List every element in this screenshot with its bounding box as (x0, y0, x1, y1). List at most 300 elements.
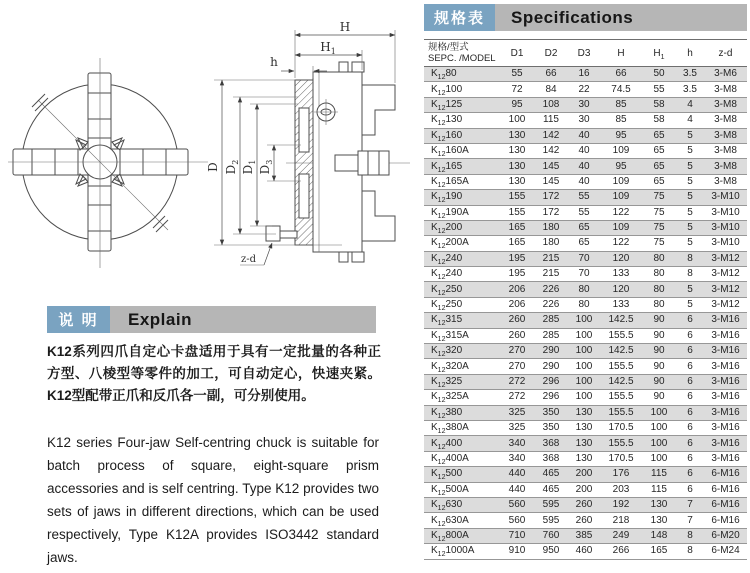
value-cell: 109 (600, 174, 642, 189)
value-cell: 65 (642, 159, 676, 174)
value-cell: 58 (642, 97, 676, 112)
value-cell: 270 (500, 359, 534, 374)
model-cell: $K_{12}500A$ (424, 482, 500, 497)
value-cell: 58 (642, 113, 676, 128)
value-cell: 325 (500, 420, 534, 435)
model-cell: $K_{12}250$ (424, 297, 500, 312)
value-cell: 80 (642, 297, 676, 312)
explain-text-chinese: K12系列四爪自定心卡盘适用于具有一定批量的各种正方型、八棱型等零件的加工，可自动定心，快速夹紧。K12型配带正爪和反爪各一副，可分别使用。 (47, 344, 381, 403)
value-cell: 65 (642, 128, 676, 143)
spec-row (424, 190, 747, 205)
chuck-technical-drawing (8, 12, 418, 304)
value-cell: 3-M16 (704, 328, 747, 343)
value-cell: 80 (568, 282, 600, 297)
value-cell: 3-M6 (704, 67, 747, 82)
value-cell: 66 (534, 67, 568, 82)
value-cell: 8 (676, 544, 704, 559)
spec-row (424, 390, 747, 405)
model-cell: $K_{12}130$ (424, 113, 500, 128)
value-cell: 290 (534, 359, 568, 374)
dim-label-H1: $H_1$ (320, 40, 336, 56)
value-cell: 226 (534, 297, 568, 312)
value-cell: 206 (500, 282, 534, 297)
value-cell: 560 (500, 513, 534, 528)
value-cell: 3-M10 (704, 205, 747, 220)
value-cell: 6 (676, 420, 704, 435)
value-cell: 100 (568, 344, 600, 359)
model-cell: $K_{12}160A$ (424, 143, 500, 158)
value-cell: 5 (676, 282, 704, 297)
value-cell: 95 (600, 159, 642, 174)
spec-row (424, 436, 747, 451)
value-cell: 75 (642, 220, 676, 235)
value-cell: 296 (534, 390, 568, 405)
value-cell: 195 (500, 267, 534, 282)
model-cell: $K_{12}200A$ (424, 236, 500, 251)
spec-row (424, 497, 747, 512)
value-cell: 115 (534, 113, 568, 128)
value-cell: 3-M12 (704, 282, 747, 297)
value-cell: 6 (676, 390, 704, 405)
dim-label-zd: z-d (241, 254, 257, 265)
spec-row (424, 282, 747, 297)
value-cell: 710 (500, 528, 534, 543)
value-cell: 6 (676, 374, 704, 389)
value-cell: 560 (500, 497, 534, 512)
value-cell: 130 (642, 497, 676, 512)
value-cell: 115 (642, 467, 676, 482)
model-cell: $K_{12}165$ (424, 159, 500, 174)
value-cell: 4 (676, 113, 704, 128)
value-cell: 100 (568, 328, 600, 343)
chuck-section-view (266, 62, 410, 262)
col-header-d2: D2 (544, 47, 558, 59)
model-cell: $K_{12}165A$ (424, 174, 500, 189)
explain-text-english: K12 series Four-jaw Self-centring chuck is suitable for batch process of square, eight-square prism accessories and is self centring. Type K12 provides two sets of jaws in different directions, which can be used respectively, Type K12A provides ISO3442 standard jaws. (47, 435, 379, 565)
value-cell: 74.5 (600, 82, 642, 97)
value-cell: 290 (534, 344, 568, 359)
value-cell: 5 (676, 220, 704, 235)
value-cell: 5 (676, 143, 704, 158)
value-cell: 155.5 (600, 405, 642, 420)
value-cell: 155.5 (600, 390, 642, 405)
value-cell: 200 (568, 482, 600, 497)
value-cell: 65 (568, 220, 600, 235)
value-cell: 6 (676, 359, 704, 374)
value-cell: 260 (568, 513, 600, 528)
spec-row (424, 113, 747, 128)
value-cell: 3.5 (676, 67, 704, 82)
spec-row (424, 251, 747, 266)
value-cell: 6-M20 (704, 528, 747, 543)
value-cell: 145 (534, 174, 568, 189)
value-cell: 40 (568, 128, 600, 143)
value-cell: 3-M8 (704, 82, 747, 97)
value-cell: 170.5 (600, 420, 642, 435)
value-cell: 5 (676, 205, 704, 220)
value-cell: 75 (642, 205, 676, 220)
value-cell: 350 (534, 420, 568, 435)
value-cell: 3-M12 (704, 297, 747, 312)
value-cell: 6 (676, 328, 704, 343)
value-cell: 385 (568, 528, 600, 543)
spec-row (424, 67, 747, 82)
value-cell: 55 (568, 190, 600, 205)
value-cell: 142.5 (600, 313, 642, 328)
value-cell: 760 (534, 528, 568, 543)
value-cell: 200 (568, 467, 600, 482)
col-header-model-zh: 规格/型式 (428, 42, 469, 53)
spec-row (424, 544, 747, 559)
value-cell: 75 (642, 236, 676, 251)
value-cell: 3-M12 (704, 251, 747, 266)
value-cell: 130 (568, 436, 600, 451)
value-cell: 260 (568, 497, 600, 512)
value-cell: 142 (534, 128, 568, 143)
value-cell: 340 (500, 436, 534, 451)
value-cell: 142.5 (600, 344, 642, 359)
value-cell: 215 (534, 267, 568, 282)
value-cell: 130 (568, 420, 600, 435)
spec-row (424, 513, 747, 528)
value-cell: 6 (676, 405, 704, 420)
model-cell: $K_{12}380A$ (424, 420, 500, 435)
value-cell: 115 (642, 482, 676, 497)
value-cell: 130 (642, 513, 676, 528)
explain-header-zh: 说 明 (47, 306, 110, 333)
value-cell: 80 (642, 251, 676, 266)
value-cell: 90 (642, 374, 676, 389)
value-cell: 172 (534, 205, 568, 220)
value-cell: 260 (500, 313, 534, 328)
value-cell: 120 (600, 282, 642, 297)
value-cell: 465 (534, 467, 568, 482)
value-cell: 100 (642, 405, 676, 420)
col-header-model-en: SEPC. /MODEL (428, 53, 496, 64)
value-cell: 296 (534, 374, 568, 389)
value-cell: 226 (534, 282, 568, 297)
value-cell: 325 (500, 405, 534, 420)
spec-row (424, 143, 747, 158)
model-cell: $K_{12}320A$ (424, 359, 500, 374)
value-cell: 3-M10 (704, 190, 747, 205)
value-cell: 109 (600, 220, 642, 235)
col-header-model (424, 40, 500, 67)
value-cell: 90 (642, 328, 676, 343)
value-cell: 5 (676, 297, 704, 312)
value-cell: 145 (534, 159, 568, 174)
value-cell: 155 (500, 190, 534, 205)
value-cell: 3-M12 (704, 267, 747, 282)
col-header-d3: D3 (577, 47, 591, 59)
value-cell: 5 (676, 128, 704, 143)
model-cell: $K_{12}240$ (424, 267, 500, 282)
value-cell: 440 (500, 482, 534, 497)
value-cell: 270 (500, 344, 534, 359)
col-header-h: h (687, 47, 693, 59)
dim-label-H: H (339, 20, 351, 34)
value-cell: 170.5 (600, 451, 642, 466)
value-cell: 55 (568, 205, 600, 220)
value-cell: 180 (534, 220, 568, 235)
spec-row (424, 374, 747, 389)
value-cell: 55 (500, 67, 534, 82)
value-cell: 7 (676, 513, 704, 528)
value-cell: 95 (600, 128, 642, 143)
spec-head-row (424, 40, 747, 67)
model-cell: $K_{12}630A$ (424, 513, 500, 528)
value-cell: 100 (568, 374, 600, 389)
spec-row (424, 451, 747, 466)
value-cell: 340 (500, 451, 534, 466)
value-cell: 3-M10 (704, 220, 747, 235)
value-cell: 3-M16 (704, 405, 747, 420)
value-cell: 368 (534, 451, 568, 466)
value-cell: 75 (642, 190, 676, 205)
value-cell: 272 (500, 390, 534, 405)
model-cell: $K_{12}100$ (424, 82, 500, 97)
spec-table-body (424, 67, 747, 560)
col-header-d1: D1 (510, 47, 524, 59)
value-cell: 142 (534, 143, 568, 158)
value-cell: 6 (676, 313, 704, 328)
model-cell: $K_{12}380$ (424, 405, 500, 420)
value-cell: 66 (600, 67, 642, 82)
value-cell: 55 (642, 82, 676, 97)
value-cell: 8 (676, 267, 704, 282)
model-cell: $K_{12}240$ (424, 251, 500, 266)
value-cell: 100 (642, 436, 676, 451)
value-cell: 70 (568, 251, 600, 266)
value-cell: 70 (568, 267, 600, 282)
value-cell: 80 (642, 282, 676, 297)
value-cell: 90 (642, 344, 676, 359)
value-cell: 90 (642, 390, 676, 405)
spec-row (424, 205, 747, 220)
spec-row (424, 467, 747, 482)
spec-row (424, 420, 747, 435)
value-cell: 109 (600, 143, 642, 158)
model-cell: $K_{12}160$ (424, 128, 500, 143)
model-cell: $K_{12}630$ (424, 497, 500, 512)
value-cell: 249 (600, 528, 642, 543)
value-cell: 80 (568, 297, 600, 312)
value-cell: 3-M10 (704, 236, 747, 251)
model-cell: $K_{12}190$ (424, 190, 500, 205)
value-cell: 180 (534, 236, 568, 251)
value-cell: 165 (500, 236, 534, 251)
value-cell: 30 (568, 97, 600, 112)
dim-label-D: D (206, 162, 220, 172)
value-cell: 3-M8 (704, 174, 747, 189)
value-cell: 6-M16 (704, 513, 747, 528)
value-cell: 6-M16 (704, 497, 747, 512)
value-cell: 368 (534, 436, 568, 451)
value-cell: 109 (600, 190, 642, 205)
model-cell: $K_{12}80$ (424, 67, 500, 82)
value-cell: 260 (500, 328, 534, 343)
value-cell: 3-M8 (704, 113, 747, 128)
dim-label-D1: $D_1$ (241, 159, 257, 175)
spec-row (424, 97, 747, 112)
value-cell: 155.5 (600, 359, 642, 374)
explain-header-en: Explain (128, 309, 192, 329)
value-cell: 50 (642, 67, 676, 82)
value-cell: 155.5 (600, 436, 642, 451)
value-cell: 5 (676, 159, 704, 174)
value-cell: 440 (500, 467, 534, 482)
value-cell: 100 (568, 359, 600, 374)
model-cell: $K_{12}325$ (424, 374, 500, 389)
col-header-h: H (617, 47, 625, 59)
value-cell: 285 (534, 328, 568, 343)
model-cell: $K_{12}325A$ (424, 390, 500, 405)
value-cell: 215 (534, 251, 568, 266)
value-cell: 285 (534, 313, 568, 328)
value-cell: 203 (600, 482, 642, 497)
value-cell: 266 (600, 544, 642, 559)
dim-label-D2: $D_2$ (224, 159, 240, 175)
value-cell: 84 (534, 82, 568, 97)
chuck-front-view (8, 58, 208, 268)
value-cell: 122 (600, 205, 642, 220)
value-cell: 950 (534, 544, 568, 559)
spec-row (424, 174, 747, 189)
value-cell: 910 (500, 544, 534, 559)
value-cell: 130 (500, 159, 534, 174)
value-cell: 65 (642, 174, 676, 189)
value-cell: 3-M16 (704, 359, 747, 374)
value-cell: 100 (642, 420, 676, 435)
value-cell: 8 (676, 528, 704, 543)
value-cell: 100 (568, 313, 600, 328)
value-cell: 85 (600, 113, 642, 128)
spec-row (424, 267, 747, 282)
spec-row (424, 236, 747, 251)
value-cell: 595 (534, 497, 568, 512)
value-cell: 130 (568, 451, 600, 466)
value-cell: 5 (676, 236, 704, 251)
spec-row (424, 313, 747, 328)
value-cell: 218 (600, 513, 642, 528)
spec-row (424, 220, 747, 235)
model-cell: $K_{12}500$ (424, 467, 500, 482)
value-cell: 6 (676, 467, 704, 482)
col-header-h1: $H_1$ (653, 47, 665, 61)
value-cell: 8 (676, 251, 704, 266)
value-cell: 155 (500, 205, 534, 220)
dim-label-h: h (270, 55, 278, 69)
value-cell: 195 (500, 251, 534, 266)
value-cell: 40 (568, 174, 600, 189)
specifications-header-bar (424, 4, 747, 31)
value-cell: 90 (642, 313, 676, 328)
model-cell: $K_{12}400A$ (424, 451, 500, 466)
value-cell: 3-M16 (704, 313, 747, 328)
value-cell: 72 (500, 82, 534, 97)
value-cell: 130 (500, 128, 534, 143)
value-cell: 7 (676, 497, 704, 512)
value-cell: 6 (676, 451, 704, 466)
model-cell: $K_{12}800A$ (424, 528, 500, 543)
spec-row (424, 482, 747, 497)
value-cell: 460 (568, 544, 600, 559)
value-cell: 130 (500, 174, 534, 189)
value-cell: 172 (534, 190, 568, 205)
spec-row (424, 159, 747, 174)
model-cell: $K_{12}200$ (424, 220, 500, 235)
value-cell: 6 (676, 482, 704, 497)
value-cell: 3-M8 (704, 128, 747, 143)
value-cell: 595 (534, 513, 568, 528)
value-cell: 130 (568, 405, 600, 420)
value-cell: 206 (500, 297, 534, 312)
value-cell: 3-M16 (704, 436, 747, 451)
value-cell: 6-M16 (704, 467, 747, 482)
spec-row (424, 359, 747, 374)
value-cell: 40 (568, 143, 600, 158)
spec-row (424, 82, 747, 97)
value-cell: 100 (642, 451, 676, 466)
dim-label-D3: $D_3$ (258, 159, 274, 175)
value-cell: 192 (600, 497, 642, 512)
value-cell: 85 (600, 97, 642, 112)
spec-row (424, 328, 747, 343)
value-cell: 6-M24 (704, 544, 747, 559)
explain-header-bar (47, 306, 376, 333)
value-cell: 120 (600, 251, 642, 266)
model-cell: $K_{12}125$ (424, 97, 500, 112)
value-cell: 165 (642, 544, 676, 559)
value-cell: 155.5 (600, 328, 642, 343)
value-cell: 3-M16 (704, 374, 747, 389)
value-cell: 122 (600, 236, 642, 251)
value-cell: 465 (534, 482, 568, 497)
value-cell: 6 (676, 344, 704, 359)
value-cell: 130 (500, 143, 534, 158)
value-cell: 133 (600, 297, 642, 312)
value-cell: 65 (568, 236, 600, 251)
spec-row (424, 405, 747, 420)
value-cell: 142.5 (600, 374, 642, 389)
value-cell: 3-M16 (704, 390, 747, 405)
specifications-table (424, 39, 747, 560)
value-cell: 30 (568, 113, 600, 128)
model-cell: $K_{12}315A$ (424, 328, 500, 343)
value-cell: 6 (676, 436, 704, 451)
value-cell: 350 (534, 405, 568, 420)
value-cell: 40 (568, 159, 600, 174)
model-cell: $K_{12}400$ (424, 436, 500, 451)
value-cell: 3-M16 (704, 451, 747, 466)
value-cell: 5 (676, 174, 704, 189)
value-cell: 22 (568, 82, 600, 97)
value-cell: 4 (676, 97, 704, 112)
value-cell: 100 (568, 390, 600, 405)
spec-row (424, 528, 747, 543)
value-cell: 3-M16 (704, 420, 747, 435)
value-cell: 3-M8 (704, 159, 747, 174)
value-cell: 108 (534, 97, 568, 112)
value-cell: 3.5 (676, 82, 704, 97)
value-cell: 90 (642, 359, 676, 374)
value-cell: 165 (500, 220, 534, 235)
value-cell: 133 (600, 267, 642, 282)
value-cell: 5 (676, 190, 704, 205)
value-cell: 6-M16 (704, 482, 747, 497)
value-cell: 3-M8 (704, 143, 747, 158)
specifications-header-zh: 规格表 (424, 4, 495, 31)
